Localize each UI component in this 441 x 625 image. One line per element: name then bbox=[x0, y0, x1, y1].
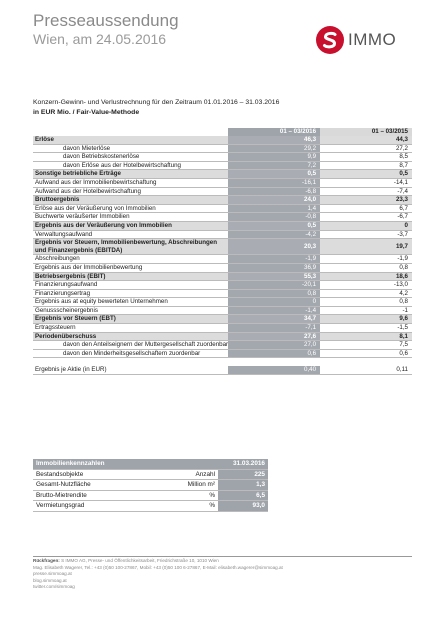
income-statement-table bbox=[33, 128, 412, 375]
row-label: davon Mieterlöse bbox=[33, 144, 228, 153]
value-2016: -16,1 bbox=[228, 178, 320, 187]
value-2015: -7,4 bbox=[320, 187, 412, 196]
table-row bbox=[33, 204, 412, 213]
value-2016: 34,7 bbox=[228, 315, 320, 324]
table-row bbox=[33, 281, 412, 290]
footer-divider bbox=[33, 556, 412, 557]
kpi-row bbox=[33, 501, 268, 512]
value-2016: 1,4 bbox=[228, 204, 320, 213]
table-row bbox=[33, 255, 412, 264]
kpi-unit: % bbox=[163, 501, 218, 512]
value-2016: -1,4 bbox=[228, 306, 320, 315]
company-logo bbox=[315, 25, 396, 55]
table-row bbox=[33, 332, 412, 341]
row-label: Erlöse bbox=[33, 136, 228, 144]
value-2015: 27,2 bbox=[320, 144, 412, 153]
kpi-label: Vermietungsgrad bbox=[33, 501, 163, 512]
row-label: Aufwand aus der Hotelbewirtschaftung bbox=[33, 187, 228, 196]
value-2015: 18,6 bbox=[320, 272, 412, 281]
table-row bbox=[33, 324, 412, 333]
value-2015: -1,9 bbox=[320, 255, 412, 264]
row-label: Abschreibungen bbox=[33, 255, 228, 264]
row-label: Ergebnis je Aktie (in EUR) bbox=[33, 366, 228, 374]
kpi-label: Gesamt-Nutzfläche bbox=[33, 480, 163, 491]
row-label: Finanzierungsaufwand bbox=[33, 281, 228, 290]
table-row bbox=[33, 289, 412, 298]
spacer-row bbox=[33, 358, 412, 366]
footer-contact: Mag. Elisabeth Wagerer, Tel.: +43 (0)50 100-27867, Mobil: +43 (0)50 100 6-27867, E-Mail: elisabeth.wagerer@simmoag.at bbox=[33, 564, 283, 570]
kpi-row bbox=[33, 469, 268, 480]
table-row bbox=[33, 306, 412, 315]
value-2015: -1,5 bbox=[320, 324, 412, 333]
value-2016: 55,3 bbox=[228, 272, 320, 281]
row-label: Bruttoergebnis bbox=[33, 196, 228, 205]
row-label: davon den Anteilseignern der Muttergesellschaft zuordenbar bbox=[33, 341, 228, 350]
value-2015: 4,2 bbox=[320, 289, 412, 298]
value-2015: 9,6 bbox=[320, 315, 412, 324]
table-row bbox=[33, 213, 412, 222]
value-2015: -13,0 bbox=[320, 281, 412, 290]
table-row bbox=[33, 239, 412, 255]
value-2015: 23,3 bbox=[320, 196, 412, 205]
value-2016: 0,8 bbox=[228, 289, 320, 298]
value-2016: -20,1 bbox=[228, 281, 320, 290]
property-kpi-table bbox=[33, 459, 268, 512]
table-row bbox=[33, 136, 412, 144]
footer-label: Rückfragen: bbox=[33, 558, 60, 563]
row-label: Buchwerte veräußerter Immobilien bbox=[33, 213, 228, 222]
value-2015: 8,1 bbox=[320, 332, 412, 341]
column-header-2016: 01 – 03/2016 bbox=[228, 128, 320, 136]
row-label: Ergebnis aus der Veräußerung von Immobilien bbox=[33, 221, 228, 230]
kpi-unit: Anzahl bbox=[163, 469, 218, 480]
kpi-row bbox=[33, 490, 268, 501]
value-2015: -1 bbox=[320, 306, 412, 315]
kpi-value: 93,0 bbox=[218, 501, 268, 512]
value-2016: 7,2 bbox=[228, 161, 320, 170]
row-label: Genussscheinergebnis bbox=[33, 306, 228, 315]
kpi-value: 6,5 bbox=[218, 490, 268, 501]
link-press[interactable]: presse.simmoag.at bbox=[33, 571, 72, 577]
s-immo-logo-icon bbox=[315, 25, 345, 55]
value-2015: -6,7 bbox=[320, 213, 412, 222]
row-label: davon Erlöse aus der Hotelbewirtschaftung bbox=[33, 161, 228, 170]
value-2016: 29,2 bbox=[228, 144, 320, 153]
row-label: Ergebnis aus at equity bewerteten Unternehmen bbox=[33, 298, 228, 307]
value-2016: -1,9 bbox=[228, 255, 320, 264]
value-2016: 36,9 bbox=[228, 263, 320, 272]
value-2015: 7,5 bbox=[320, 341, 412, 350]
row-label: Erlöse aus der Veräußerung von Immobilien bbox=[33, 204, 228, 213]
table-row bbox=[33, 187, 412, 196]
value-2015: 0 bbox=[320, 221, 412, 230]
row-label: Verwaltungsaufwand bbox=[33, 230, 228, 239]
kpi-row bbox=[33, 480, 268, 491]
row-label: Sonstige betriebliche Erträge bbox=[33, 170, 228, 179]
value-2016: -7,1 bbox=[228, 324, 320, 333]
table-row bbox=[33, 196, 412, 205]
page-title: Presseaussendung bbox=[33, 11, 179, 30]
value-2015: 0,6 bbox=[320, 349, 412, 358]
table-row bbox=[33, 170, 412, 179]
row-label: Ertragssteuern bbox=[33, 324, 228, 333]
kpi-value: 225 bbox=[218, 469, 268, 480]
value-2015: -14,1 bbox=[320, 178, 412, 187]
table-row bbox=[33, 341, 412, 350]
value-2015: 0,8 bbox=[320, 263, 412, 272]
link-blog[interactable]: blog.simmoag.at bbox=[33, 577, 67, 583]
kpi-value: 1,3 bbox=[218, 480, 268, 491]
row-label: Ergebnis vor Steuern, Immobilienbewertung, Abschreibungen und Finanzergebnis (EBITDA) bbox=[33, 239, 228, 255]
value-2016: 27,0 bbox=[228, 341, 320, 350]
value-2015: 6,7 bbox=[320, 204, 412, 213]
value-2016: 0,5 bbox=[228, 221, 320, 230]
value-2015: 0,11 bbox=[320, 366, 412, 374]
value-2015: 0,8 bbox=[320, 298, 412, 307]
value-2016: -0,8 bbox=[228, 213, 320, 222]
value-2016: 0,6 bbox=[228, 349, 320, 358]
intro-period: Konzern-Gewinn- und Verlustrechnung für den Zeitraum 01.01.2016 – 31.03.2016 bbox=[33, 99, 280, 106]
table-row bbox=[33, 144, 412, 153]
table-row bbox=[33, 315, 412, 324]
value-2016: -6,8 bbox=[228, 187, 320, 196]
contact-footer bbox=[33, 558, 283, 591]
value-2015: 0,5 bbox=[320, 170, 412, 179]
table-header-row bbox=[33, 128, 412, 136]
kpi-label: Brutto-Mietrendite bbox=[33, 490, 163, 501]
row-label: Ergebnis aus der Immobilienbewertung bbox=[33, 263, 228, 272]
row-label: Aufwand aus der Immobilienbewirtschaftung bbox=[33, 178, 228, 187]
table-row bbox=[33, 230, 412, 239]
table-row bbox=[33, 366, 412, 374]
table-row bbox=[33, 349, 412, 358]
value-2015: 8,5 bbox=[320, 153, 412, 162]
link-twitter[interactable]: twitter.com/simmoag bbox=[33, 584, 75, 590]
value-2016: 0,40 bbox=[228, 366, 320, 374]
value-2015: 19,7 bbox=[320, 239, 412, 255]
row-label: davon den Minderheitsgesellschaftern zuordenbar bbox=[33, 349, 228, 358]
row-label: Ergebnis vor Steuern (EBT) bbox=[33, 315, 228, 324]
kpi-unit: Million m² bbox=[163, 480, 218, 491]
logo-text: IMMO bbox=[348, 30, 397, 49]
table-row bbox=[33, 263, 412, 272]
footer-address: S IMMO AG, Presse- und Öffentlichkeitsarbeit, Friedrichstraße 10, 1010 Wien bbox=[61, 558, 219, 563]
row-label: davon Betriebskostenerlöse bbox=[33, 153, 228, 162]
value-2016: 0 bbox=[228, 298, 320, 307]
kpi-title: Immobilienkennzahlen bbox=[33, 459, 218, 469]
value-2016: 46,3 bbox=[228, 136, 320, 144]
value-2016: 24,0 bbox=[228, 196, 320, 205]
value-2016: -4,2 bbox=[228, 230, 320, 239]
value-2016: 27,6 bbox=[228, 332, 320, 341]
value-2015: 44,3 bbox=[320, 136, 412, 144]
kpi-header-row bbox=[33, 459, 268, 469]
row-label: Betriebsergebnis (EBIT) bbox=[33, 272, 228, 281]
footer-line-1 bbox=[33, 558, 283, 565]
page-subtitle: Wien, am 24.05.2016 bbox=[33, 31, 167, 47]
table-row bbox=[33, 298, 412, 307]
value-2015: -3,7 bbox=[320, 230, 412, 239]
table-row bbox=[33, 153, 412, 162]
row-label: Periodenüberschuss bbox=[33, 332, 228, 341]
table-row bbox=[33, 178, 412, 187]
value-2015: 8,7 bbox=[320, 161, 412, 170]
table-intro bbox=[33, 98, 279, 117]
table-row bbox=[33, 221, 412, 230]
intro-method: in EUR Mio. / Fair-Value-Methode bbox=[33, 108, 140, 116]
table-row bbox=[33, 272, 412, 281]
kpi-date-header: 31.03.2016 bbox=[218, 459, 268, 469]
column-header-2015: 01 – 03/2015 bbox=[320, 128, 412, 136]
value-2016: 0,5 bbox=[228, 170, 320, 179]
row-label: Finanzierungsertrag bbox=[33, 289, 228, 298]
kpi-label: Bestandsobjekte bbox=[33, 469, 163, 480]
value-2016: 20,3 bbox=[228, 239, 320, 255]
kpi-unit: % bbox=[163, 490, 218, 501]
table-row bbox=[33, 161, 412, 170]
value-2016: 9,9 bbox=[228, 153, 320, 162]
